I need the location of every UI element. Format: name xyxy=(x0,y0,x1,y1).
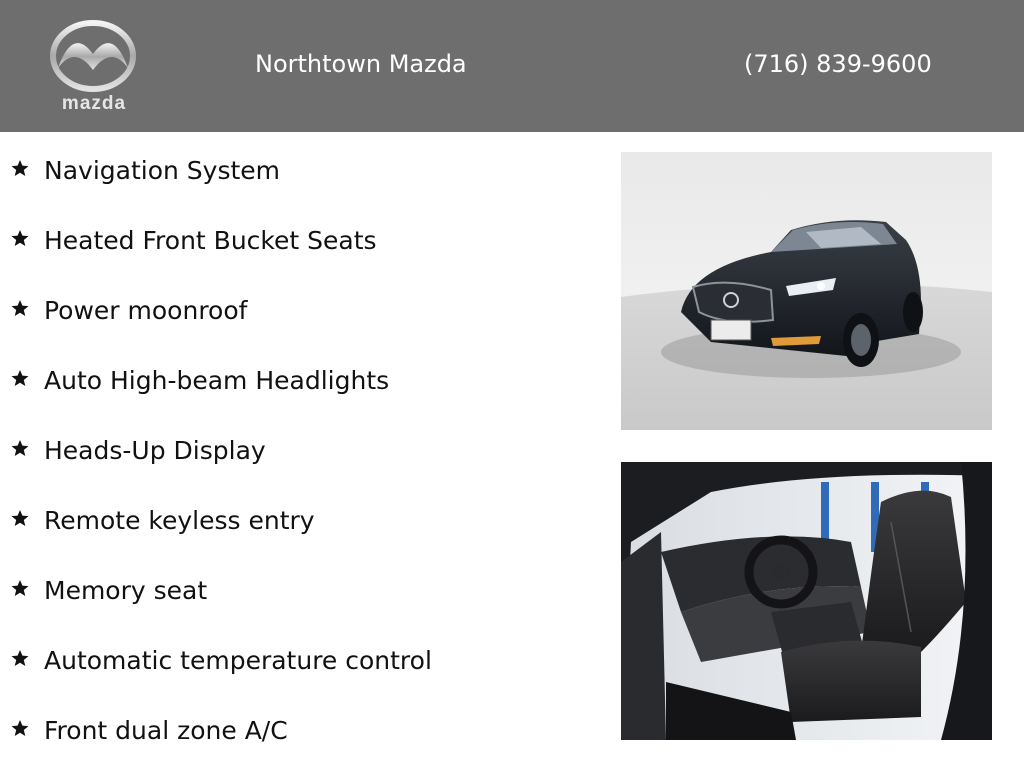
feature-label: Automatic temperature control xyxy=(44,646,432,675)
star-icon xyxy=(10,228,30,248)
star-icon xyxy=(10,368,30,388)
feature-label: Front dual zone A/C xyxy=(44,716,288,745)
dealer-phone: (716) 839-9600 xyxy=(744,50,932,78)
feature-label: Navigation System xyxy=(44,156,281,185)
feature-label: Auto High-beam Headlights xyxy=(44,366,390,395)
feature-label: Heads-Up Display xyxy=(44,436,266,465)
feature-item xyxy=(0,494,600,544)
star-icon xyxy=(10,298,30,318)
feature-label: Power moonroof xyxy=(44,296,248,325)
feature-item xyxy=(0,424,600,474)
header-banner xyxy=(0,0,1024,132)
star-icon xyxy=(10,648,30,668)
star-icon xyxy=(10,508,30,528)
feature-label: Heated Front Bucket Seats xyxy=(44,226,377,255)
feature-item xyxy=(0,284,600,334)
feature-item xyxy=(0,564,600,614)
car-interior-photo xyxy=(621,462,992,740)
feature-label: Memory seat xyxy=(44,576,208,605)
dealer-name: Northtown Mazda xyxy=(255,50,467,78)
feature-item xyxy=(0,144,600,194)
star-icon xyxy=(10,438,30,458)
feature-label: Remote keyless entry xyxy=(44,506,315,535)
mazda-wordmark: mazda xyxy=(61,93,127,114)
star-icon xyxy=(10,578,30,598)
star-icon xyxy=(10,158,30,178)
feature-item xyxy=(0,634,600,684)
feature-item xyxy=(0,214,600,264)
feature-item xyxy=(0,354,600,404)
car-exterior-photo xyxy=(621,152,992,430)
star-icon xyxy=(10,718,30,738)
feature-item xyxy=(0,704,600,754)
